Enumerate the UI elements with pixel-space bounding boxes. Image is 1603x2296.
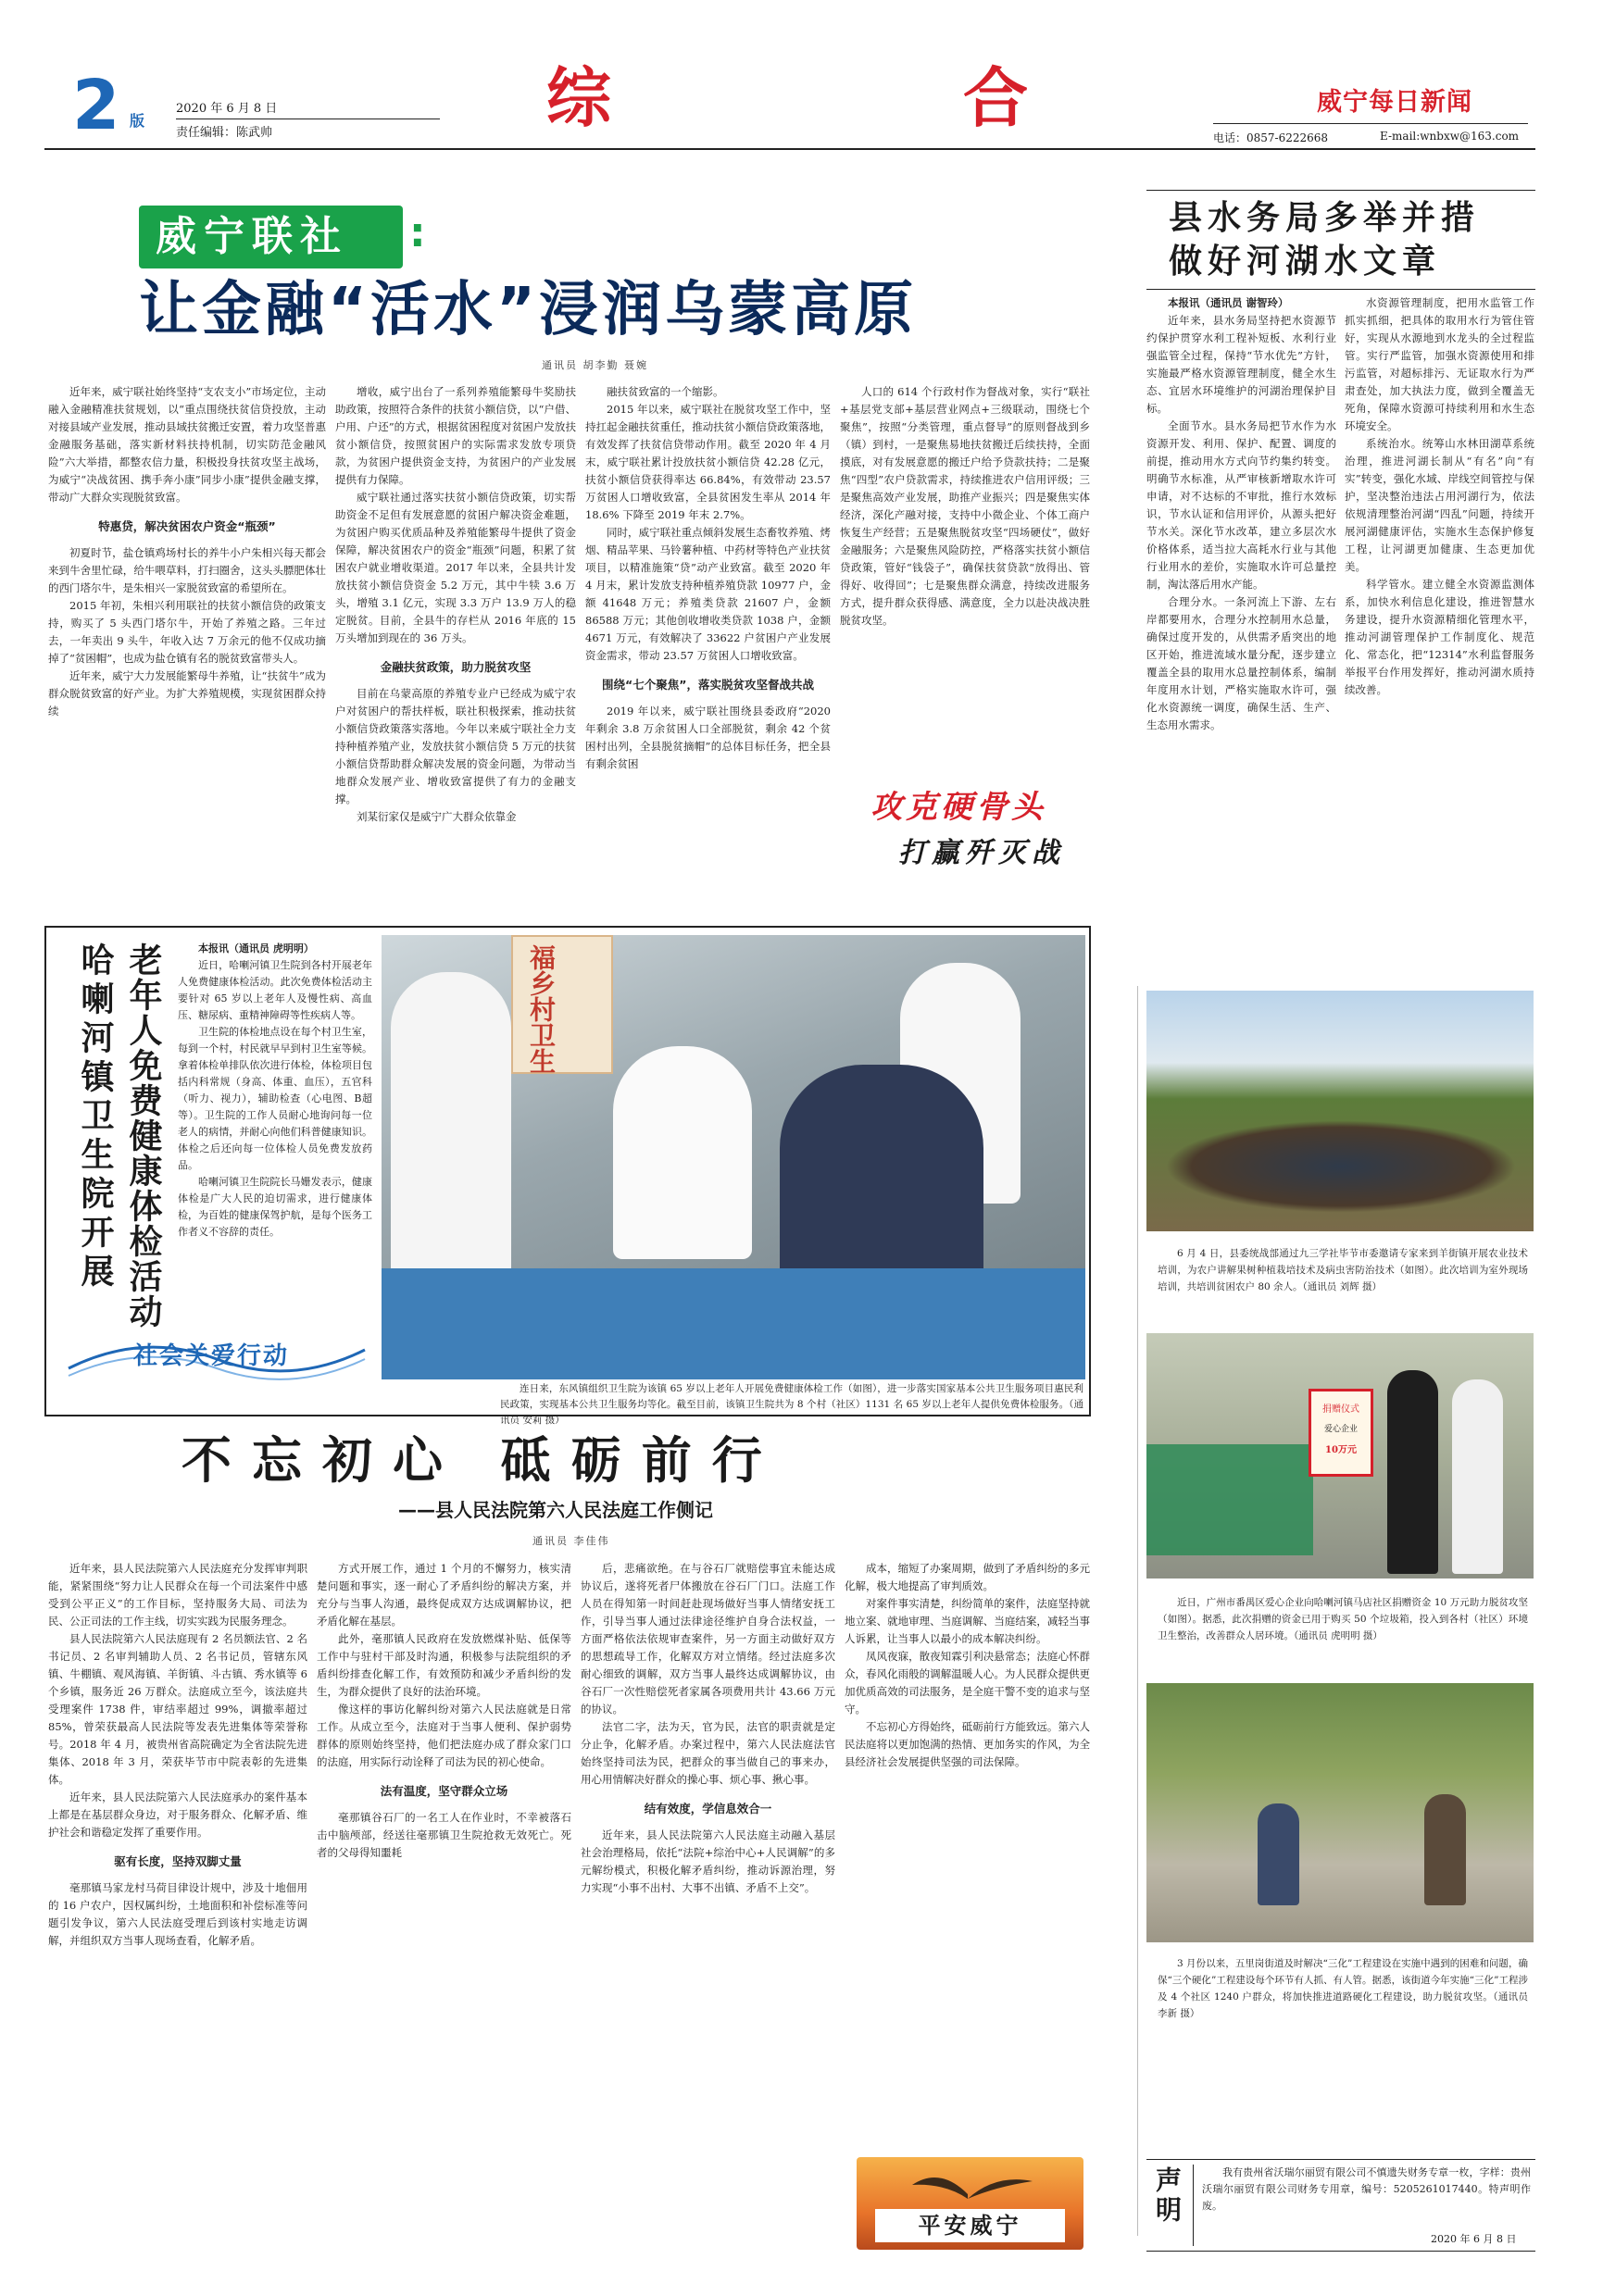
paragraph: 近年来，县人民法院第六人民法庭承办的案件基本上都是在基层群众身边，对于服务群众、化解矛盾、维护社会和谐稳定发挥了重要作用。 xyxy=(48,1791,307,1839)
paragraph: 威宁联社通过落实扶贫小额信贷政策，切实帮助资金不足但有发展意愿的贫困户解决资金难题，为贫困户购买优质品种及养殖能繁母牛提供了资金保障，解决贫困农户的资金“瓶颈”问题，积累了贫困农户就业增收渠道。2017 年以来，全县共计发放扶贫小额信贷资金 5.2 万元，其中牛犊 3.6 万头，增殖 3.1 亿元，实现 3.3 万户 13.9 万人的稳定脱贫。目前，全县牛的存栏从 2016 年底的 15 万头增加到现在的 36 万头。 xyxy=(335,491,576,644)
caption-text: 6 月 4 日，县委统战部通过九三学社毕节市委邀请专家来到羊街镇开展农业技术培训，为农户讲解果树种植栽培技术及病虫害防治技术（如图）。此次培训为室外现场培训，共培训贫困农户 80 余人。（通讯员 刘辉 摄） xyxy=(1158,1248,1528,1292)
paragraph: 水资源管理制度，把用水监管工作抓实抓细，把具体的取用水行为管住管好，实现从水源地到水龙头的全过程监管。实行严监管，加强水资源使用和排污监管，对超标排污、无证取水行为严肃查处，加大执法力度，做到全覆盖无死角，保障水资源可持续利用和水生态环境安全。 xyxy=(1345,296,1534,432)
paragraph: 全面节水。县水务局把节水作为水资源开发、利用、保护、配置、调度的前提，推动用水方式向节约集约转变。明确节水标准，从严审核新增取水许可申请，对不达标的不审批，推行水效标识，节水认证和信用评价，从源头把好节水关。深化节水改革，建立多层次水价格体系，适当拉大高耗水行业与其他行业用水的差价，实施取水许可总量控制，淘汰落后用水产能。 xyxy=(1146,419,1336,591)
page-number: 2 xyxy=(72,66,120,145)
lead-byline: 通讯员 胡李勤 聂婉 xyxy=(542,359,648,371)
health-byline: 本报讯（通讯员 虎明明） xyxy=(198,942,314,955)
paragraph: 对案件事实清楚，纠纷简单的案件，法庭坚持就地立案、就地审理、当庭调解、当庭结案，减轻当事人诉累，让当事人以最小的成本解决纠纷。 xyxy=(845,1597,1090,1645)
board-line-2: 爱心企业 xyxy=(1323,1425,1358,1434)
paragraph xyxy=(178,941,372,957)
paragraph: 近日，哈喇河镇卫生院到各村开展老年人免费健康体检活动。此次免费体检活动主要针对 65 岁以上老年人及慢性病、高血压、糖尿病、重精神障碍等性疾病人等。 xyxy=(178,959,372,1021)
paragraph: 近年来，威宁大力发展能繁母牛养殖，让“扶贫牛”成为群众脱贫致富的好产业。为扩大养殖规模，实现贫困群众持续 xyxy=(48,669,326,718)
training-caption xyxy=(1158,1245,1528,1295)
subhead: 驱有长度，坚持双脚丈量 xyxy=(114,1854,242,1868)
health-title-2: 老年人免费健康体检活动 xyxy=(124,942,162,1329)
clinic-sign-text: 福乡村卫生 xyxy=(526,944,557,1074)
lead-column-1 xyxy=(48,383,326,902)
right-column-rule xyxy=(1137,986,1138,2236)
care-badge-label: 社会关爱行动 xyxy=(133,1342,290,1370)
masthead xyxy=(0,0,1603,153)
care-badge xyxy=(59,1322,374,1387)
water-title-1: 县水务局多举并措 xyxy=(1169,199,1481,237)
lead-title: 让金融“活水”浸润乌蒙高原 xyxy=(139,276,918,344)
campaign-stamp xyxy=(861,778,1088,889)
masthead-rule-right xyxy=(1213,123,1528,124)
subhead: 特惠贷，解决贫困农户资金“瓶颈” xyxy=(98,519,276,533)
bin-row xyxy=(1146,1444,1313,1555)
crowd-group xyxy=(1165,1120,1517,1213)
paragraph: 县人民法院第六人民法庭现有 2 名员额法官、2 名书记员、2 名审判辅助人员、2 名书记员，管辖东风镇、牛棚镇、观风海镇、羊街镇、斗古镇、秀水镇等 6 个乡镇，服务近 26 万群众。法庭成立至今，该法庭共受理案件 1738 件，审结率超过 99%，调撤率超过 85%，曾荣获最高人民法院等发表先进集体等荣誉称号。2018 年 4 月，被贵州省高院确定为全省法院先进集体、2018 年 3 月，荣获毕节市中院表彰的先进集体。 xyxy=(48,1632,307,1786)
notice-divider xyxy=(1193,2165,1194,2246)
court-column-2 xyxy=(317,1560,571,2273)
paragraph: 毫那镇马家龙村马荷目律设计规中，涉及十地佃用的 16 户农户，因权属纠纷，土地面积和补偿标准等问题引发争议，第六人民法庭受理后到该村实地走访调解，并组织双方当事人现场查看，化解矛盾。 xyxy=(48,1881,307,1947)
board-line-3: 10万元 xyxy=(1325,1445,1357,1455)
lead-column-4 xyxy=(840,383,1090,767)
paragraph: 人口的 614 个行政村作为督战对象，实行“联社+基层党支部+基层营业网点+三级联动，围绕七个聚焦”，按照“分类管理，重点督导”的原则督战到乡（镇）到村，一是聚焦易地扶贫搬迁后续扶持，全面摸底，对有发展意愿的搬迁户给予贷款扶持；二是聚焦“四型”农户贷款需求，持续推进农户信用评级；三是聚焦高效产业发展，助推产业振兴；四是聚焦实体经济，深化产融对接，支持中小微企业、个体工商户恢复生产经营；五是聚焦脱贫攻坚“四场硬仗”，做好金融服务；六是聚焦风险防控，严格落实扶贫小额信贷政策，管好“钱袋子”，确保扶贫贷款“放得出、管得好、收得回”；七是聚焦群众满意，持续改进服务方式，提升群众获得感、满意度，全力以赴决战决胜脱贫攻坚。 xyxy=(840,385,1090,627)
donation-photo xyxy=(1146,1333,1534,1578)
health-caption xyxy=(500,1381,1083,1429)
person-figure xyxy=(1387,1370,1438,1574)
paragraph: 刘某衍家仅是威宁广大群众依靠金 xyxy=(357,810,517,823)
health-photo xyxy=(382,935,1085,1379)
court-title: 不忘初心 砥砺前行 xyxy=(182,1431,783,1490)
safety-badge-label: 平安威宁 xyxy=(875,2209,1065,2242)
paragraph: 系统治水。统筹山水林田湖草系统治理，推进河湖长制从“有名”向“有实”转变，强化水域、岸线空间管控与保护，坚决整治违法占用河湖行为，依法依规清理整治河湖“四乱”问题，持续开展河湖健康评估，实施水生态保护修复工程，让河湖更加健康、生态更加优美。 xyxy=(1345,437,1534,573)
lead-kicker-colon: : xyxy=(409,209,426,256)
paragraph: 近年来，县人民法院第六人民法庭充分发挥审判职能，紧紧围绕“努力让人民群众在每一个司法案件中感受到公平正义”的工作目标，坚持服务大局、司法为民、公正司法的工作主线，切实实践为民服务理念。 xyxy=(48,1562,307,1628)
water-byline: 本报讯（通讯员 谢智玲） xyxy=(1168,296,1289,309)
notice-text xyxy=(1202,2165,1531,2215)
worker-figure xyxy=(1258,1803,1299,1905)
health-title-1: 哈喇河镇卫生院开展 xyxy=(76,942,114,1292)
safety-badge xyxy=(857,2157,1083,2250)
paragraph: 同时，威宁联社重点倾斜发展生态畜牧养殖、烤烟、精品苹果、马铃薯种植、中药材等特色产业扶贫项目，以精准施策“贷”动产业致富。截至 2020 年 4 月末，累计发放支持种植养殖贷款 10977 户，金额 41648 万元；养殖类贷款 21607 户，金额 86588 万元；其他创收增收类贷款 1038 户，金额 4671 万元，有效解决了 33622 户贫困户产业发展资金需求，带动 23.57 万贫困人口增收致富。 xyxy=(585,526,831,662)
paragraph: 后，悲痛欲绝。在与谷石厂就赔偿事宜未能达成协议后，遂将死者尸体搬放在谷石厂门口。法庭工作人员在得知第一时间赶赴现场做好当事人情绪安抚工作，引导当事人通过法律途径维护自身合法权益，一方面严格依法依规审查案件，另一方面主动做好双方的思想疏导工作，化解双方对立情绪。经过法庭多次耐心细致的调解，双方当事人最终达成调解协议，由谷石厂一次性赔偿死者家属各项费用共计 43.66 万元的协议。 xyxy=(581,1562,835,1716)
paragraph: 法官二字，法为天，官为民，法官的职责就是定分止争，化解矛盾。办案过程中，第六人民法庭法官始终坚持司法为民，把群众的事当做自己的事来办，用心用情解决好群众的操心事、烦心事、揪心事。 xyxy=(581,1720,835,1786)
issue-date: 2020 年 6 月 8 日 xyxy=(176,102,278,116)
water-column-2 xyxy=(1345,294,1534,980)
caption-text: 近日，广州市番禺区爱心企业向哈喇河镇马店社区捐赠资金 10 万元助力脱贫攻坚（如图）。据悉，此次捐赠的资金已用于购买 50 个垃圾箱，投入到各村（社区）环境卫生整治，改善群众人居环境。（通讯员 虎明明 摄） xyxy=(1158,1597,1528,1641)
paragraph: 科学管水。建立健全水资源监测体系，加快水利信息化建设，推进智慧水务建设，提升水资源精细化管理水平，推动河湖管理保护工作制度化、规范化、常态化，把“12314”水利监督服务举报平台作用发挥好，推动河湖水质持续改善。 xyxy=(1345,578,1534,696)
road-caption xyxy=(1158,1955,1528,2022)
worker-figure xyxy=(1424,1794,1466,1905)
doctor-figure xyxy=(613,1046,752,1259)
water-column-1 xyxy=(1146,294,1336,980)
paragraph: 成本，缩短了办案周期，做到了矛盾纠纷的多元化解，极大地提高了审判质效。 xyxy=(845,1562,1090,1592)
court-column-1 xyxy=(48,1560,307,2273)
paragraph: 毫那镇谷石厂的一名工人在作业时，不幸被落石击中脑颅部，经送往毫那镇卫生院抢救无效死亡。死者的父母得知噩耗 xyxy=(317,1811,571,1859)
paragraph: 2019 年以来，威宁联社围绕县委政府“2020 年剩余 3.8 万余贫困人口全部脱贫，剩余 42 个贫困村出列，全县脱贫摘帽”的总体目标任务，把全县有剩余贫困 xyxy=(585,705,831,770)
subhead: 法有温度，坚守群众立场 xyxy=(380,1784,508,1798)
paragraph: 2015 年以来，威宁联社在脱贫攻坚工作中，坚持扛起金融扶贫重任，推动扶贫小额信贷政策落地，有效发挥了扶贫信贷带动作用。截至 2020 年 4 月末，威宁联社累计投放扶贫小额信贷 42.28 亿元，扶贫小额信贷获得率达 66.84%，有效带动 23.57 万贫困人口增收致富，全县贫困发生率从 2014 年 18.6% 下降至 2019 年末 2.7%。 xyxy=(585,403,831,521)
paragraph: 卫生院的体检地点设在每个村卫生室，每到一个村，村民就早早到村卫生室等候。拿着体检单排队依次进行体检，体检项目包括内科常规（身高、体重、血压），五官科（听力、视力），辅助检查（心电图、B超等）。卫生院的工作人员耐心地询问每一位老人的病情，并耐心向他们科普健康知识。体检之后还向每一位体检人员免费发放药品。 xyxy=(178,1026,372,1171)
paragraph: 融扶贫致富的一个缩影。 xyxy=(607,385,724,398)
subhead: 金融扶贫政策，助力脱贫攻坚 xyxy=(380,660,532,674)
doctor-figure xyxy=(391,972,511,1278)
water-top-rule xyxy=(1146,190,1535,191)
stamp-line-1: 攻克硬骨头 xyxy=(870,789,1046,826)
paragraph: 近年来，县水务局坚持把水资源节约保护贯穿水利工程补短板、水利行业强监管全过程，保持“节水优先”方针，实施最严格水资源管理制度，健全水生态、宜居水环境维护的河湖治理保护目标。 xyxy=(1146,314,1336,415)
court-subtitle: ——县人民法院第六人民法庭工作侧记 xyxy=(398,1499,713,1521)
stamp-line-2: 打赢歼灭战 xyxy=(898,837,1065,869)
paragraph: 近年来，威宁联社始终坚持“支农支小”市场定位，主动融入金融精准扶贫规划，以“重点围绕扶贫信贷投放，主动对接县域产业发展，推动县域扶贫搬迁安置，着力攻坚普惠金融服务基础，落实新材料扶持机制，切实防范金融风险”六大举措，都整农信力量，积极投身扶贫攻坚主战场，为威宁“决战贫困、携手奔小康”同步小康”提供金融支撑，带动广大群众实现脱贫致富。 xyxy=(48,385,326,504)
donation-board xyxy=(1309,1389,1373,1477)
email: E-mail:wnbxw@163.com xyxy=(1380,130,1520,143)
paragraph: 近年来，县人民法院第六人民法庭主动融入基层社会治理格局，依托“法院+综治中心+人民调解”的多元解纷模式，积极化解矛盾纠纷，推动诉源治理，努力实现“小事不出村、大事不出镇、矛盾不上交”。 xyxy=(581,1828,835,1894)
paragraph: 凤风夜寐，散夜知霖引利决悬常态；法庭心怀群众，春风化雨般的调解温暖人心。为人民群众提供更加优质高效的司法服务，是全庭干警不变的追求与坚守。 xyxy=(845,1650,1090,1716)
section-char-1: 综 xyxy=(546,59,611,136)
paragraph: 2015 年初，朱相兴利用联社的扶贫小额信贷的政策支持，购买了 5 头西门塔尔牛，开始了养殖之路。三年过去，一年卖出 9 头牛，年收入达 7 万余元的他不仅成功摘掉了“贫困帽”，也成为盐仓镇有名的脱贫致富带头人。 xyxy=(48,599,326,665)
paragraph: 方式开展工作，通过 1 个月的不懈努力，核实清楚问题和事实，逐一耐心了矛盾纠纷的解决方案，并充分与当事人沟通，最终促成双方达成调解协议，把矛盾化解在基层。 xyxy=(317,1562,571,1628)
water-title-2: 做好河湖水文章 xyxy=(1169,243,1442,281)
lead-kicker: 威宁联社 xyxy=(156,213,348,260)
lead-column-3 xyxy=(585,383,831,902)
editor-line: 责任编辑：陈武帅 xyxy=(176,126,273,140)
court-column-3 xyxy=(581,1560,835,2273)
water-title-rule xyxy=(1146,289,1535,290)
subhead: 结有效度，学信息效合一 xyxy=(644,1802,772,1816)
lead-column-2 xyxy=(335,383,576,902)
road-photo xyxy=(1146,1683,1534,1942)
section-char-2: 合 xyxy=(963,59,1028,136)
caption-text: 连日来，东风镇组织卫生院为该镇 65 岁以上老年人开展免费健康体检工作（如图），进一步落实国家基本公共卫生服务项目惠民利民政策，实现基本公共卫生服务均等化。截至目前，该镇卫生院共为 8 个村（社区）1131 名 65 岁以上老年人提供免费体检服务。（通讯员 安莉 摄） xyxy=(500,1383,1083,1426)
training-photo xyxy=(1146,991,1534,1231)
subhead: 围绕“七个聚焦”，落实脱贫攻坚督战共战 xyxy=(602,678,814,692)
notice-label: 声明 xyxy=(1152,2166,1183,2226)
notice-date: 2020 年 6 月 8 日 xyxy=(1431,2233,1517,2245)
paragraph: 增收，威宁出台了一系列养殖能繁母牛奖励扶助政策，按照符合条件的扶贫小额信贷，以“户借、户用、户还”的方式，根据贫困程度对贫困户发放扶贫小额信贷，按照贫困户的实际需求发放专项贷款，为贫困户提供资金支持，为贫困户的产业发展提供有力保障。 xyxy=(335,385,576,486)
paragraph: 哈喇河镇卫生院院长马姗发表示，健康体检是广大人民的迫切需求，进行健康体检，为百姓的健康保驾护航，是每个医务工作者义不容辞的责任。 xyxy=(178,1176,372,1238)
paragraph: 像这样的事访化解纠纷对第六人民法庭就是日常工作。从成立至今，法庭对于当事人便利、保护弱势群体的原则始终坚持，他们把法庭办成了群众家门口的法庭，用实际行动诠释了司法为民的初心使命。 xyxy=(317,1703,571,1768)
caption-text: 3 月份以来，五里岗街道及时解决“三化”工程建设在实施中遇到的困难和问题，确保“三个硬化”工程建设每个环节有人抓、有人管。据悉，该街道今年实施“三化”工程涉及 4 个社区 1240 户群众，将加快推进道路硬化工程建设，助力脱贫攻坚。（通讯员 李新 摄） xyxy=(1158,1958,1528,2019)
page-suffix: 版 xyxy=(130,112,145,130)
table-surface xyxy=(382,1268,1085,1379)
court-column-4 xyxy=(845,1560,1090,2143)
paragraph: 我有贵州省沃瑞尔丽贸有限公司不慎遗失财务专章一枚，字样：贵州沃瑞尔丽贸有限公司财务专用章，编号：5205261017440。特声明作废。 xyxy=(1202,2166,1531,2212)
board-line-1: 捐赠仪式 xyxy=(1322,1404,1359,1415)
paragraph: 合理分水。一条河流上下游、左右岸都要用水，合理分水控制用水总量，确保过度开发的，从供需矛盾突出的地区开始，推进流域水量分配，逐步建立覆盖全县的取用水总量控制体系，编制年度用水计划，严格实施取水许可，强化水资源统一调度，确保生活、生产、生态用水需求。 xyxy=(1146,595,1336,731)
paragraph: 目前在乌蒙高原的养殖专业户已经成为威宁农户对贫困户的帮扶样板，联社积极探索，推动扶贫小额信贷政策落实落地。今年以来威宁联社全力支持种植养殖产业，发放扶贫小额信贷 5 万元的扶贫小额信贷帮助群众解决发展的资金问题，为带动当地群众发展产业、增收致富提供了有力的金融支撑。 xyxy=(335,687,576,805)
masthead-bottom-rule xyxy=(44,148,1535,150)
court-byline: 通讯员 李佳伟 xyxy=(532,1535,610,1547)
health-text xyxy=(178,941,372,1311)
paragraph xyxy=(1146,294,1336,312)
paper-name: 威宁每日新闻 xyxy=(1317,88,1472,117)
donation-caption xyxy=(1158,1594,1528,1644)
phone: 电话：0857-6222668 xyxy=(1213,131,1329,144)
paragraph: 此外，毫那镇人民政府在发放燃煤补贴、低保等工作中与驻村干部及时沟通，积极参与法院组织的矛盾纠纷排查化解工作，有效预防和减少矛盾纠纷的发生，为群众提供了良好的法治环境。 xyxy=(317,1632,571,1698)
paragraph: 初夏时节，盐仓镇鸡场村长的养牛小户朱相兴每天都会来到牛舍里忙碌，给牛喂草料，打扫圈舍，这头头膘肥体壮的西门塔尔牛，是朱相兴一家脱贫致富的希望所在。 xyxy=(48,546,326,594)
person-figure xyxy=(1452,1379,1503,1574)
paragraph: 不忘初心方得始终，砥砺前行方能致远。第六人民法庭将以更加饱满的热情、更加务实的作风，为全县经济社会发展提供坚强的司法保障。 xyxy=(845,1720,1090,1768)
